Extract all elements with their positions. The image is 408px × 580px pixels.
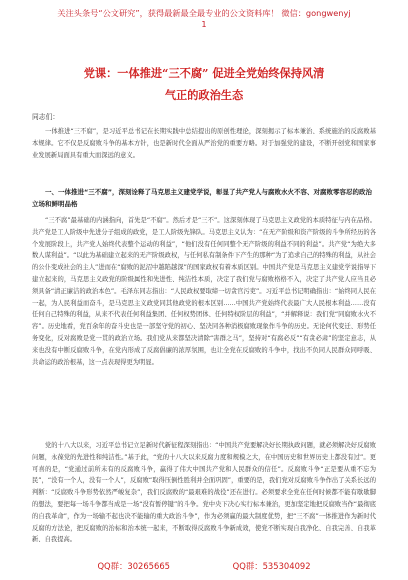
title-line-1: 党课：一体推进“三不腐” 促进全党始终保持风清: [83, 66, 325, 80]
header-banner: [0, 8, 408, 30]
salutation: 同志们：: [32, 113, 60, 121]
paragraph-body-1: “三不腐”最基础的内涵指向，首先是“不腐”。然后才是“三不”。这深刻体现了马克思主义政党的本质特征与内在品格。共产党是工人阶级中先进分子组成的政党，是工人阶级先锋队。马克思主义认为：“在无产阶级和资产阶级的斗争所经历的各个发展阶段上，共产党人始终代表整个运动的利益”，“他们没有任何同整个无产阶级的利益不同的利益”。共产党“为绝大多数人谋利益”。“以此为基础建立起来的无产阶级政权，与任何私有制条件下产生的那种“为了追求自己的特殊的利益，从社会的公仆变成社会的主人”进而在“腐败的泥沼中越陷越深”的国家政权有着本质区别。中国共产党是马克思主义建党学说指导下建立起来的，马克思主义政党的阶级属性和先进性、纯洁性本质，决定了我们党与腐败格格不入，决定了共产党人应当且必须具备“清正廉洁的政治本色”。毛泽东同志指出：“人民政权要取缔一切贪官污吏”。习近平总书记明确指出：“始终同人民在一起，为人民利益而奋斗，是马克思主义政党同其他政党的根本区别……中国共产党始终代表最广大人民根本利益……没有任何自己特殊的利益，从来不代表任何利益集团、任何权势团体、任何特权阶层的利益”，“并解释说：我们党“同腐败水火不容”。历史地看，党百余年的奋斗史也是一部坚守党的初心、坚决同各种消极腐败现象作斗争的历史。无论何代变迁、形势任务变化，反对腐败是党一贯的政治立场。我们党从来都坚决清除“害群之马”，坚持对“有腐必反”“有贪必肃”的坚定意志，从来也没有中断反腐败斗争，在党内形成了反腐倡廉的浓厚氛围，也让全党在反腐败的斗争中，找出不负同人民群众同呼吸、共命运的政治根基，这一点表现得更为明显。: [32, 217, 376, 366]
footer-qq-group-2: QQ群：535304092: [232, 561, 311, 571]
title-line-2: 气正的政治生态: [164, 88, 244, 102]
footer-contacts: [0, 561, 408, 572]
page-title: [0, 62, 408, 106]
section-heading-1: 一、一体推进“三不腐”，深刻诠释了马克思主义建党学说，彰显了共产党人与腐败水火不容、对腐败零容忍的政治立场和鲜明品格: [32, 188, 373, 208]
paragraph-body-2: 党的十八大以来，习近平总书记立足新时代新征程深刻指出：“中国共产党要解决好长期执政问题，就必须解决好反腐败问题，永葆党的先进性和纯洁性。”基于此，“党的十八大以来反腐力度和规模之大，在中国历史和世界历史上都没有过”。更可喜的是，“党通过前所未有的反腐败斗争，赢得了伟大中国共产党和人民群众的信任”。反腐败斗争“正是要从重不忘为民”，“没有一个人，没有一个人”，反腐败“取得压倒性胜利并全面巩固”，重要的是，我们党对反腐败斗争作出了关系长远的判断：“反腐败斗争形势依然严峻复杂”，我们反腐败的“最艰难的战役”还在进行。必须要求全党在任何时候都不能有歇歇脚的想法，要把每一场斗争都当成是一场“没有暂停键”的斗争。党中央下决心实行标本兼治，更加坚定地把反腐败当作“最彻底的自我革命”，作为一场输不起也决不能输的重大政治斗争”，作为必须赢的最大制度优势，把“三不腐”一体推进作为新时代反腐的方法论，把反腐败的治标和治本统一起来，不断取得反腐败斗争新成效，使党不断实现自我净化、自我完善、自我革新、自我提高。: [32, 442, 376, 544]
footer-qq-group-1: QQ群：30265665: [97, 561, 170, 571]
banner-number: 1: [201, 19, 207, 29]
banner-text: 关注头条号“公文研究”，获得最新最全最专业的公文资料库！ 微信：gongwenyj: [57, 8, 351, 18]
paragraph-intro: 一体推进“三不腐”，是习近平总书记在长期实践中总结提出的原创性理论，深刻揭示了标本兼治、系统施治的反腐败基本规律。它不仅是反腐败斗争的基本方针，也是新时代全面从严治党的重要方略。对于加强党的建设，不断开创党和国家事业发展新局面具有重大而深远的意义。: [32, 128, 376, 159]
